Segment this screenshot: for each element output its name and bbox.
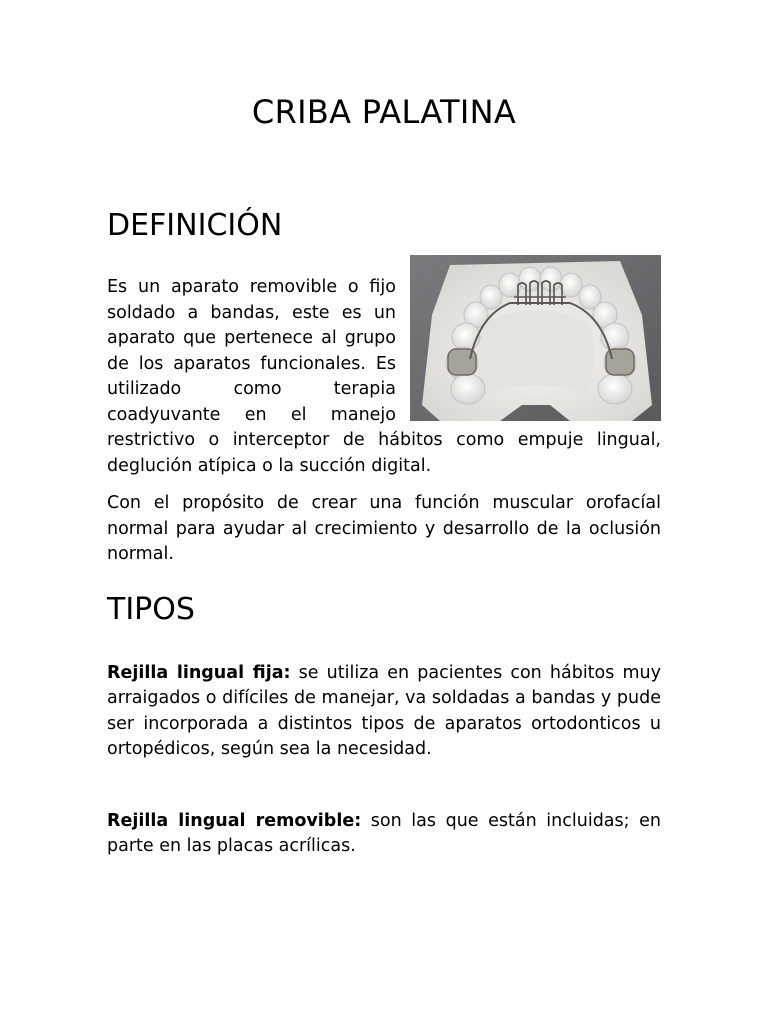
page-title: CRIBA PALATINA bbox=[251, 93, 517, 131]
purpose-paragraph: Con el propósito de crear una función muscular orofacíal normal para ayudar al crecimiento y desarrollo de la oclusión normal. bbox=[107, 493, 661, 564]
palatal-crib-photo bbox=[410, 255, 661, 421]
type-description: se utiliza en pacientes con hábitos muy arraigados o difíciles de manejar, va soldadas a bandas y pude ser incorporada a distintos tipos de aparatos ortodonticos u ortopédicos, según sea la necesidad. bbox=[107, 662, 661, 759]
dental-cast-illustration bbox=[410, 255, 661, 421]
section-heading-definicion: DEFINICIÓN bbox=[107, 208, 283, 243]
type-item-removible bbox=[107, 809, 661, 860]
type-description: son las que están incluidas; en parte en las placas acrílicas. bbox=[107, 810, 661, 856]
definition-paragraph: Es un aparato removible o fijo soldado a bandas, este es un aparato que pertenece al grupo de los aparatos funcionales. Es utilizado como terapia coadyuvante en el manejo restrictivo o interceptor de hábitos como empuje lingual, deglución atípica o la succión digital. bbox=[107, 277, 661, 476]
type-item-fija bbox=[107, 661, 661, 763]
type-term: Rejilla lingual fija: bbox=[107, 662, 291, 683]
section-heading-tipos: TIPOS bbox=[107, 591, 195, 627]
type-term: Rejilla lingual removible: bbox=[107, 810, 362, 831]
